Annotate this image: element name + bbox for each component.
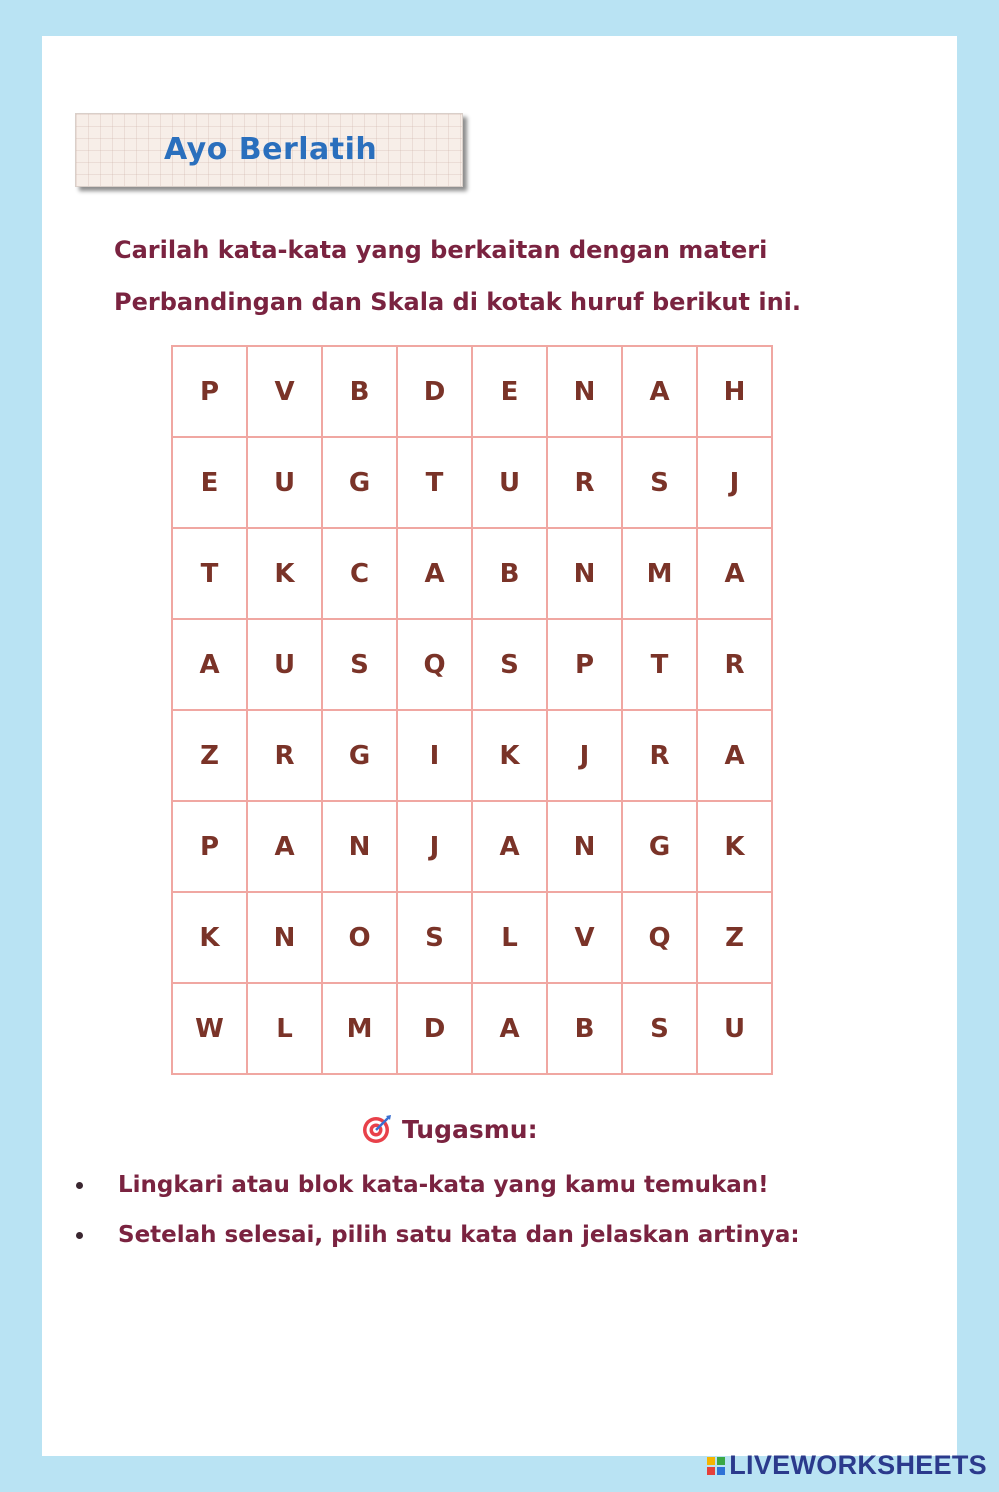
grid-cell[interactable]: N — [547, 528, 622, 619]
liveworksheets-brand[interactable] — [707, 1450, 987, 1481]
grid-cell[interactable]: S — [622, 437, 697, 528]
instruction-line-1: Carilah kata-kata yang berkaitan dengan materi — [114, 236, 768, 264]
grid-row — [172, 528, 772, 619]
grid-row — [172, 437, 772, 528]
grid-cell[interactable]: U — [247, 437, 322, 528]
grid-cell[interactable]: T — [397, 437, 472, 528]
worksheet-page — [42, 36, 957, 1456]
grid-cell[interactable]: R — [247, 710, 322, 801]
grid-cell[interactable]: Q — [397, 619, 472, 710]
grid-cell[interactable]: B — [472, 528, 547, 619]
grid-cell[interactable]: K — [172, 892, 247, 983]
grid-cell[interactable]: W — [172, 983, 247, 1074]
task-item: Setelah selesai, pilih satu kata dan jelaskan artinya: — [72, 1210, 932, 1260]
grid-cell[interactable]: S — [472, 619, 547, 710]
word-search-grid — [171, 345, 773, 1075]
grid-cell[interactable]: M — [322, 983, 397, 1074]
grid-cell[interactable]: A — [472, 983, 547, 1074]
grid-cell[interactable]: G — [322, 437, 397, 528]
grid-row — [172, 892, 772, 983]
grid-cell[interactable]: P — [172, 801, 247, 892]
grid-cell[interactable]: J — [697, 437, 772, 528]
title-banner — [75, 113, 463, 187]
instruction-text — [114, 224, 874, 328]
grid-cell[interactable]: R — [547, 437, 622, 528]
grid-cell[interactable]: J — [397, 801, 472, 892]
grid-cell[interactable]: T — [172, 528, 247, 619]
target-icon — [362, 1114, 392, 1144]
grid-cell[interactable]: A — [397, 528, 472, 619]
grid-cell[interactable]: D — [397, 983, 472, 1074]
grid-cell[interactable]: K — [247, 528, 322, 619]
grid-cell[interactable]: N — [547, 346, 622, 437]
liveworksheets-logo-icon — [707, 1457, 725, 1475]
grid-cell[interactable]: V — [247, 346, 322, 437]
brand-name: LIVEWORKSHEETS — [729, 1450, 987, 1480]
grid-cell[interactable]: K — [472, 710, 547, 801]
grid-cell[interactable]: S — [397, 892, 472, 983]
grid-cell[interactable]: L — [472, 892, 547, 983]
grid-cell[interactable]: E — [172, 437, 247, 528]
grid-cell[interactable]: N — [547, 801, 622, 892]
task-item: Lingkari atau blok kata-kata yang kamu temukan! — [72, 1160, 932, 1210]
grid-cell[interactable]: P — [547, 619, 622, 710]
grid-cell[interactable]: V — [547, 892, 622, 983]
grid-cell[interactable]: A — [697, 710, 772, 801]
grid-cell[interactable]: T — [622, 619, 697, 710]
grid-cell[interactable]: N — [247, 892, 322, 983]
grid-cell[interactable]: R — [622, 710, 697, 801]
grid-row — [172, 346, 772, 437]
grid-cell[interactable]: N — [322, 801, 397, 892]
grid-cell[interactable]: A — [247, 801, 322, 892]
grid-cell[interactable]: S — [622, 983, 697, 1074]
grid-cell[interactable]: S — [322, 619, 397, 710]
task-heading-label: Tugasmu: — [402, 1114, 538, 1144]
grid-cell[interactable]: K — [697, 801, 772, 892]
grid-cell[interactable]: L — [247, 983, 322, 1074]
task-heading — [362, 1114, 538, 1144]
grid-cell[interactable]: B — [322, 346, 397, 437]
grid-cell[interactable]: A — [472, 801, 547, 892]
grid-cell[interactable]: A — [697, 528, 772, 619]
grid-cell[interactable]: U — [472, 437, 547, 528]
grid-cell[interactable]: G — [622, 801, 697, 892]
grid-cell[interactable]: R — [697, 619, 772, 710]
grid-cell[interactable]: Z — [697, 892, 772, 983]
grid-row — [172, 983, 772, 1074]
grid-cell[interactable]: G — [322, 710, 397, 801]
grid-cell[interactable]: D — [397, 346, 472, 437]
page-title: Ayo Berlatih — [164, 132, 378, 167]
grid-cell[interactable]: Z — [172, 710, 247, 801]
grid-cell[interactable]: M — [622, 528, 697, 619]
grid-cell[interactable]: U — [247, 619, 322, 710]
grid-cell[interactable]: U — [697, 983, 772, 1074]
grid-cell[interactable]: A — [622, 346, 697, 437]
task-list — [72, 1160, 932, 1260]
grid-cell[interactable]: A — [172, 619, 247, 710]
grid-cell[interactable]: E — [472, 346, 547, 437]
grid-cell[interactable]: C — [322, 528, 397, 619]
grid-cell[interactable]: H — [697, 346, 772, 437]
grid-row — [172, 801, 772, 892]
grid-cell[interactable]: Q — [622, 892, 697, 983]
grid-cell[interactable]: J — [547, 710, 622, 801]
grid-cell[interactable]: I — [397, 710, 472, 801]
grid-row — [172, 619, 772, 710]
grid-cell[interactable]: P — [172, 346, 247, 437]
grid-row — [172, 710, 772, 801]
instruction-line-2: Perbandingan dan Skala di kotak huruf berikut ini. — [114, 288, 801, 316]
grid-cell[interactable]: B — [547, 983, 622, 1074]
grid-cell[interactable]: O — [322, 892, 397, 983]
